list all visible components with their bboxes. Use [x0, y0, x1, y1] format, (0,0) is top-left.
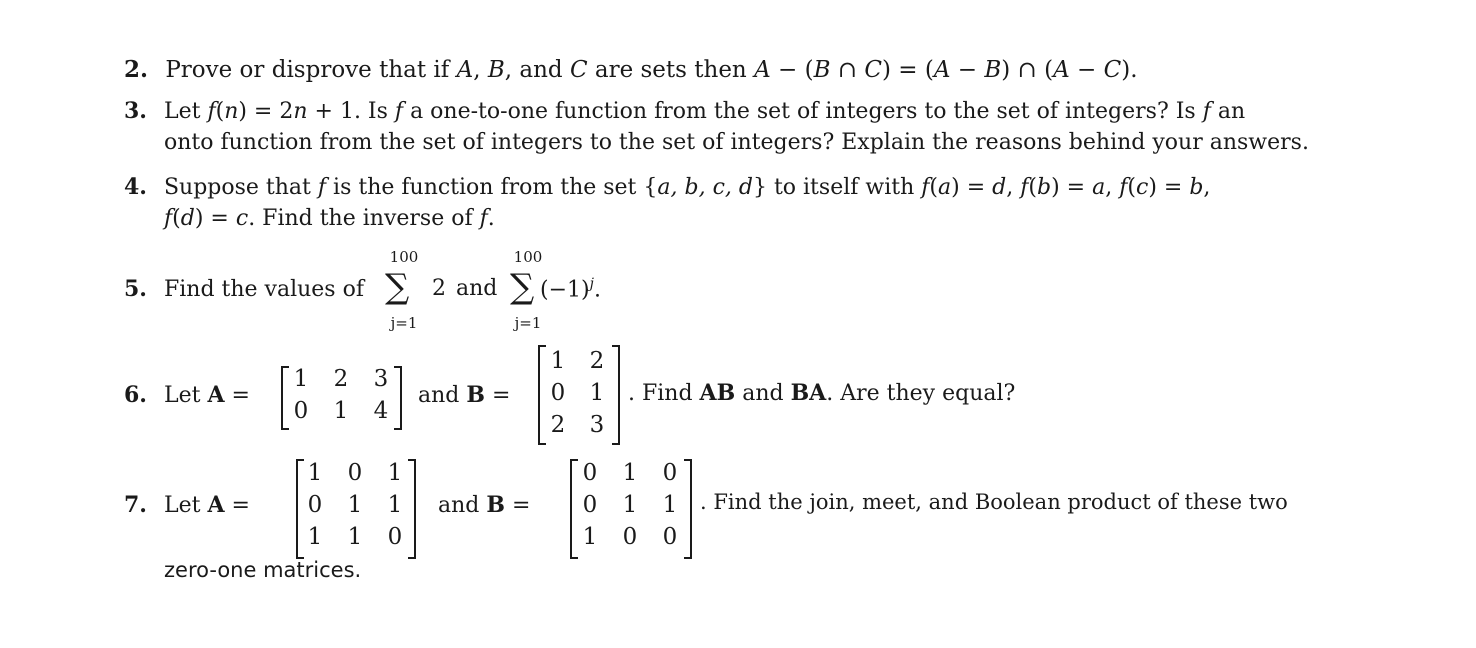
matrix-b-cell: 0 [582, 460, 598, 486]
problem-3 [124, 98, 1245, 124]
and-text-p5: and [456, 276, 498, 301]
problem-4-line-1: Suppose that f is the function from the set {a, b, c, d} to itself with f(a) = d, f(b) = a, f(c) = b, [163, 175, 1211, 200]
problem-7-and: and B = [438, 492, 531, 518]
matrix-b-cell: 1 [622, 492, 638, 518]
equals-p6-a: = [231, 383, 250, 408]
matrix-b-cell: 0 [550, 380, 566, 406]
matrix-a-cell: 1 [387, 460, 403, 486]
problem-4-number: 4. [124, 174, 147, 200]
matrix-a-cell: 3 [373, 366, 389, 392]
matrix-b-cell: 0 [662, 460, 678, 486]
problem-3-line-2: onto function from the set of integers to the set of integers? Explain the reasons behind your answers. [164, 130, 1309, 155]
matrix-a-cell: 2 [333, 366, 349, 392]
sum-2-upper-limit: 100 [513, 248, 543, 266]
problem-7 [124, 492, 250, 518]
problem-5-number: 5. [124, 276, 147, 302]
matrix-a-cell: 4 [373, 398, 389, 424]
matrix-b-cell: 1 [622, 460, 638, 486]
problem-5-text: Find the values of [163, 277, 364, 302]
matrix-b-cell: 0 [662, 524, 678, 550]
matrix-a-cell: 1 [307, 524, 323, 550]
matrix-b-cell: 1 [582, 524, 598, 550]
sum-2-lower-limit: j=1 [514, 314, 542, 332]
problem-6 [124, 382, 250, 408]
matrix-b-cell: 1 [550, 348, 566, 374]
sum-1-upper-limit: 100 [389, 248, 419, 266]
matrix-a-right-bracket-p6 [394, 366, 402, 430]
matrix-b-cell: 2 [589, 348, 605, 374]
matrix-b-label-p7: B [486, 492, 505, 518]
matrix-b-cell: 3 [589, 412, 605, 438]
matrix-a-cell: 1 [347, 492, 363, 518]
matrix-a-cell: 1 [333, 398, 349, 424]
sum-2-term: $(-1)^j$. [540, 276, 601, 303]
matrix-b-cell: 0 [582, 492, 598, 518]
matrix-b-cell: 1 [589, 380, 605, 406]
matrix-a-cell: 0 [347, 460, 363, 486]
problem-3-number: 3. [124, 98, 147, 124]
problem-6-question: . Find AB and BA. Are they equal? [628, 380, 1016, 406]
matrix-a-cell: 1 [387, 492, 403, 518]
problem-4 [124, 174, 1210, 200]
problem-5 [124, 276, 364, 302]
matrix-a-label-p7: A [207, 492, 225, 518]
matrix-b-cell: 0 [622, 524, 638, 550]
problem-7-tail: . Find the join, meet, and Boolean product of these two [700, 490, 1288, 514]
problem-2-number: 2. [124, 56, 149, 83]
matrix-b-label-p6: B [466, 382, 485, 408]
problem-2-text: Prove or disprove that if A, B, and C are sets then A − (B ∩ C) = (A − B) ∩ (A − C). [165, 57, 1138, 83]
problem-7-number: 7. [124, 492, 147, 518]
problem-6-and: and B = [418, 382, 511, 408]
matrix-a-label-p6: A [207, 382, 225, 408]
problem-6-number: 6. [124, 382, 147, 408]
sum-2-sigma-icon: ∑ [510, 267, 535, 307]
matrix-a-cell: 0 [387, 524, 403, 550]
matrix-b-right-bracket-p6 [612, 345, 620, 445]
equals-p7-a: = [231, 493, 250, 518]
sum-1-term: 2 [432, 276, 446, 301]
problem-7-line-2: zero-one matrices. [164, 558, 362, 582]
matrix-a-right-bracket-p7 [408, 459, 416, 559]
matrix-a-cell: 1 [347, 524, 363, 550]
sum-1-sigma-icon: ∑ [385, 267, 410, 307]
matrix-b-cell: 2 [550, 412, 566, 438]
problem-4-line-2: f(d) = c. Find the inverse of f. [164, 206, 495, 231]
problem-2 [124, 56, 1138, 83]
matrix-a-cell: 1 [293, 366, 309, 392]
matrix-b-right-bracket-p7 [684, 459, 692, 559]
matrix-a-cell: 0 [307, 492, 323, 518]
matrix-b-cell: 1 [662, 492, 678, 518]
matrix-a-cell: 1 [307, 460, 323, 486]
problem-7-let: Let [163, 493, 201, 518]
matrix-a-cell: 0 [293, 398, 309, 424]
sum-1-lower-limit: j=1 [390, 314, 418, 332]
problem-3-line-1: Let f(n) = 2n + 1. Is f a one-to-one function from the set of integers to the set of integers? Is f an [163, 99, 1246, 124]
problem-6-let: Let [163, 383, 201, 408]
